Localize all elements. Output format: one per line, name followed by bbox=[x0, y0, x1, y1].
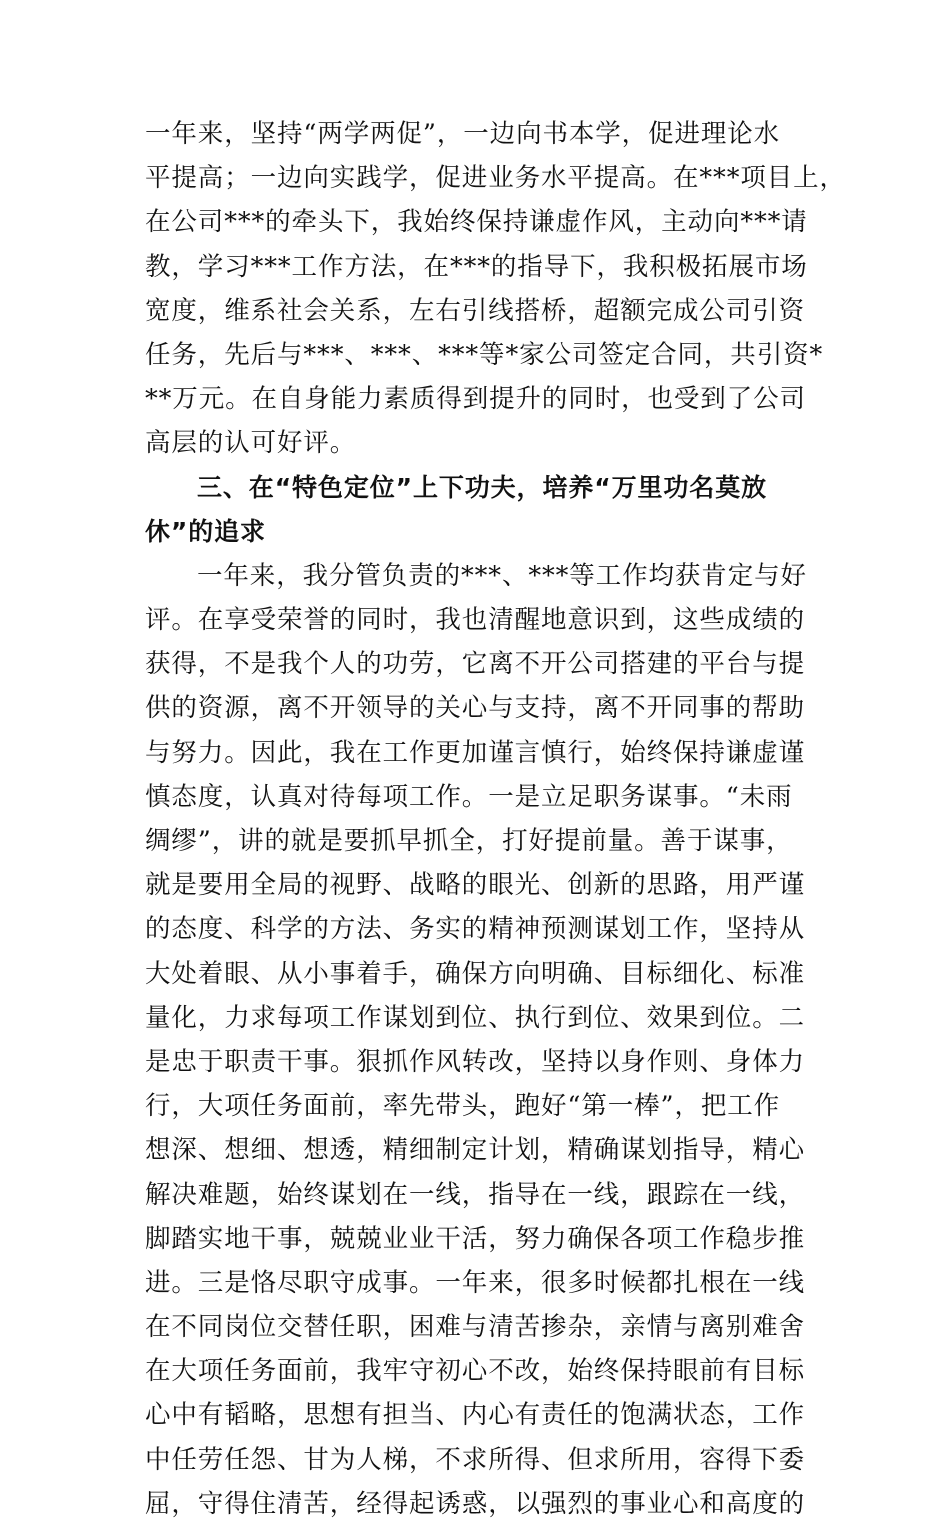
document-page bbox=[145, 112, 846, 1526]
text-line: 宽度，维系社会关系，左右引线搭桥，超额完成公司引资 bbox=[145, 295, 806, 326]
text-line: 心中有韬略，思想有担当、内心有责任的饱满状态，工作 bbox=[145, 1400, 806, 1431]
text-line: **万元。在自身能力素质得到提升的同时，也受到了公司 bbox=[145, 384, 806, 415]
text-line: 屈，守得住清苦，经得起诱惑，以强烈的事业心和高度的 bbox=[145, 1488, 806, 1519]
text-line: 绸缪”，讲的就是要抓早抓全，打好提前量。善于谋事， bbox=[145, 826, 793, 856]
text-line: 与努力。因此，我在工作更加谨言慎行，始终保持谦虚谨 bbox=[145, 737, 806, 768]
text-line: 想深、想细、想透，精细制定计划，精确谋划指导，精心 bbox=[145, 1135, 806, 1166]
text-line: 的态度、科学的方法、务实的精神预测谋划工作，坚持从 bbox=[145, 914, 806, 945]
text-line: 教，学习***工作方法，在***的指导下，我积极拓展市场 bbox=[145, 251, 808, 282]
text-line: 就是要用全局的视野、战略的眼光、创新的思路，用严谨 bbox=[145, 870, 806, 901]
text-line: 供的资源，离不开领导的关心与支持，离不开同事的帮助 bbox=[145, 693, 806, 724]
text-line: 脚踏实地干事，兢兢业业干活，努力确保各项工作稳步推 bbox=[145, 1223, 806, 1254]
text-line: 量化，力求每项工作谋划到位、执行到位、效果到位。二 bbox=[145, 1002, 806, 1033]
text-line: 在大项任务面前，我牢守初心不改，始终保持眼前有目标 bbox=[145, 1356, 806, 1387]
text-line: 任务，先后与***、***、***等*家公司签定合同，共引资* bbox=[145, 339, 824, 370]
text-line: 行，大项任务面前，率先带头，跑好“第一棒”，把工作 bbox=[145, 1091, 781, 1122]
text-line: 中任劳任怨、甘为人梯，不求所得、但求所用，容得下委 bbox=[145, 1444, 806, 1475]
text-line: 平提高；一边向实践学，促进业务水平提高。在***项目上， bbox=[145, 163, 846, 194]
section-heading bbox=[145, 466, 809, 554]
paragraph bbox=[145, 554, 809, 1526]
text-line: 在公司***的牵头下，我始终保持谦虚作风，主动向***请 bbox=[145, 207, 808, 238]
paragraph bbox=[145, 112, 846, 466]
text-line: 一年来，我分管负责的***、***等工作均获肯定与好 bbox=[197, 560, 807, 591]
text-line: 高层的认可好评。 bbox=[145, 428, 357, 459]
text-line: 是忠于职责干事。狠抓作风转改，坚持以身作则、身体力 bbox=[145, 1046, 806, 1077]
text-line: 慎态度，认真对待每项工作。一是立足职务谋事。“未雨 bbox=[145, 781, 793, 812]
text-line: 进。三是恪尽职守成事。一年来，很多时候都扎根在一线 bbox=[145, 1267, 806, 1298]
heading-line: 三、在“特色定位”上下功夫，培养“万里功名莫放 bbox=[197, 472, 767, 502]
text-line: 在不同岗位交替任职，困难与清苦掺杂，亲情与离别难舍 bbox=[145, 1312, 806, 1343]
text-line: 解决难题，始终谋划在一线，指导在一线，跟踪在一线， bbox=[145, 1179, 806, 1210]
text-line: 大处着眼、从小事着手，确保方向明确、目标细化、标准 bbox=[145, 958, 806, 989]
text-line: 评。在享受荣誉的同时，我也清醒地意识到，这些成绩的 bbox=[145, 605, 806, 636]
text-line: 获得，不是我个人的功劳，它离不开公司搭建的平台与提 bbox=[145, 649, 806, 680]
text-line: 一年来，坚持“两学两促”，一边向书本学，促进理论水 bbox=[145, 119, 781, 149]
heading-line: 休”的追求 bbox=[145, 516, 266, 546]
